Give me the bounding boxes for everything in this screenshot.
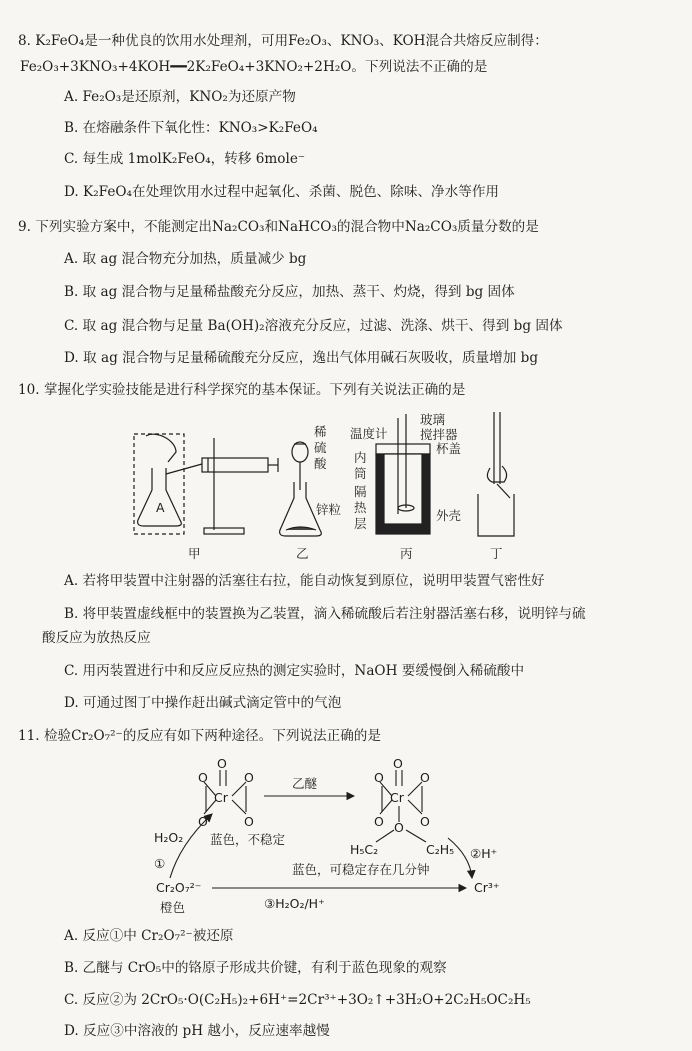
q11-option-c: C. 反应②为 2CrO₅·O(C₂H₅)₂+6H⁺=2Cr³⁺+3O₂↑+3H₂O+2C₂H₅OC₂H₅	[64, 992, 531, 1008]
q8-stem: 8. K₂FeO₄是一种优良的饮用水处理剂，可用Fe₂O₃、KNO₃、KOH混合共熔反应制得：	[18, 33, 548, 49]
label-thermometer: 温度计	[350, 426, 388, 441]
q8-option-a: A. Fe₂O₃是还原剂，KNO₂为还原产物	[64, 89, 296, 105]
q9-option-b: B. 取 ag 混合物与足量稀盐酸充分反应，加热、蒸干、灼烧，得到 bg 固体	[64, 284, 515, 300]
o-left-bottom-1: O	[198, 814, 208, 829]
cr-2: Cr	[390, 790, 404, 805]
label-insul-2: 热	[354, 500, 367, 515]
label-step2: ②H⁺	[470, 846, 498, 861]
label-dilute-3: 酸	[314, 456, 327, 471]
label-cr3: Cr³⁺	[474, 880, 500, 895]
label-shell: 外壳	[436, 508, 462, 523]
o-right-bottom-2: O	[420, 814, 430, 829]
o-left-bottom-2: O	[374, 814, 384, 829]
label-ether: 乙醚	[292, 776, 318, 791]
cr-1: Cr	[214, 790, 228, 805]
label-dichromate: Cr₂O₇²⁻	[156, 880, 202, 895]
label-glass-1: 玻璃	[420, 412, 446, 427]
label-dilute-1: 稀	[314, 424, 327, 439]
q10-option-b-line1: B. 将甲装置虚线框中的装置换为乙装置，滴入稀硫酸后若注射器活塞右移，说明锌与硫	[64, 606, 586, 622]
label-bing: 丙	[400, 546, 413, 561]
label-blue-unstable: 蓝色，不稳定	[210, 832, 286, 847]
q10-option-a: A. 若将甲装置中注射器的活塞往右拉，能自动恢复到原位，说明甲装置气密性好	[64, 573, 545, 589]
q10-stem: 10. 掌握化学实验技能是进行科学探究的基本保证。下列有关说法正确的是	[18, 382, 466, 398]
q9-option-d: D. 取 ag 混合物与足量稀硫酸充分反应，逸出气体用碱石灰吸收，质量增加 bg	[64, 350, 539, 366]
label-zinc: 锌粒	[316, 502, 342, 517]
q11-option-d: D. 反应③中溶液的 pH 越小，反应速率越慢	[64, 1023, 330, 1039]
label-insul-1: 隔	[354, 484, 367, 499]
q9-option-c: C. 取 ag 混合物与足量 Ba(OH)₂溶液充分反应，过滤、洗涤、烘干、得到 bg 固体	[64, 318, 563, 334]
label-inner-1: 内	[354, 450, 367, 465]
label-step1: ①	[154, 856, 166, 871]
o-ether: O	[394, 820, 404, 835]
label-inner-2: 筒	[354, 466, 367, 481]
label-glass-2: 搅拌器	[420, 427, 458, 442]
q10-option-d: D. 可通过图丁中操作赶出碱式滴定管中的气泡	[64, 695, 342, 711]
label-yi: 乙	[296, 546, 309, 561]
o-top-2: O	[393, 756, 403, 771]
label-step3: ③H₂O₂/H⁺	[264, 896, 325, 911]
o-left-top-2: O	[374, 770, 384, 785]
label-a: A	[156, 500, 165, 515]
q9-option-a: A. 取 ag 混合物充分加热，质量减少 bg	[64, 251, 307, 267]
q11-option-b: B. 乙醚与 CrO₅中的铬原子形成共价键，有利于蓝色现象的观察	[64, 960, 447, 976]
o-right-bottom-1: O	[244, 814, 254, 829]
label-orange: 橙色	[160, 900, 186, 915]
q8-option-b: B. 在熔融条件下氧化性：KNO₃>K₂FeO₄	[64, 120, 318, 136]
apparatus-jia	[134, 434, 278, 534]
q10-apparatus-figure	[118, 408, 538, 568]
label-dilute-2: 硫	[314, 440, 327, 455]
label-ding: 丁	[490, 546, 503, 561]
o-right-top-2: O	[420, 770, 430, 785]
q11-option-a: A. 反应①中 Cr₂O₇²⁻被还原	[64, 928, 234, 944]
label-h5c2: H₅C₂	[350, 842, 379, 857]
o-right-top-1: O	[244, 770, 254, 785]
q9-stem: 9. 下列实验方案中，不能测定出Na₂CO₃和NaHCO₃的混合物中Na₂CO₃质量分数的是	[18, 219, 539, 235]
q11-reaction-scheme	[140, 752, 540, 922]
apparatus-ding	[478, 412, 514, 536]
label-blue-stable: 蓝色，可稳定存在几分钟	[292, 862, 430, 877]
q10-option-c: C. 用丙装置进行中和反应反应热的测定实验时，NaOH 要缓慢倒入稀硫酸中	[64, 663, 525, 679]
label-jia: 甲	[188, 546, 201, 561]
label-insul-3: 层	[354, 516, 367, 531]
label-lid: 杯盖	[436, 441, 462, 456]
q8-option-d: D. K₂FeO₄在处理饮用水过程中起氧化、杀菌、脱色、除味、净水等作用	[64, 184, 500, 200]
q11-stem: 11. 检验Cr₂O₇²⁻的反应有如下两种途径。下列说法正确的是	[18, 728, 381, 744]
q8-equation: Fe₂O₃+3KNO₃+4KOH━━2K₂FeO₄+3KNO₂+2H₂O。下列说法不正确的是	[20, 59, 488, 75]
q8-option-c: C. 每生成 1molK₂FeO₄，转移 6mole⁻	[64, 151, 306, 167]
label-h2o2: H₂O₂	[154, 830, 184, 845]
o-top-1: O	[217, 756, 227, 771]
q10-option-b-line2: 酸反应为放热反应	[42, 630, 151, 646]
label-c2h5: C₂H₅	[426, 842, 455, 857]
o-left-top-1: O	[198, 770, 208, 785]
